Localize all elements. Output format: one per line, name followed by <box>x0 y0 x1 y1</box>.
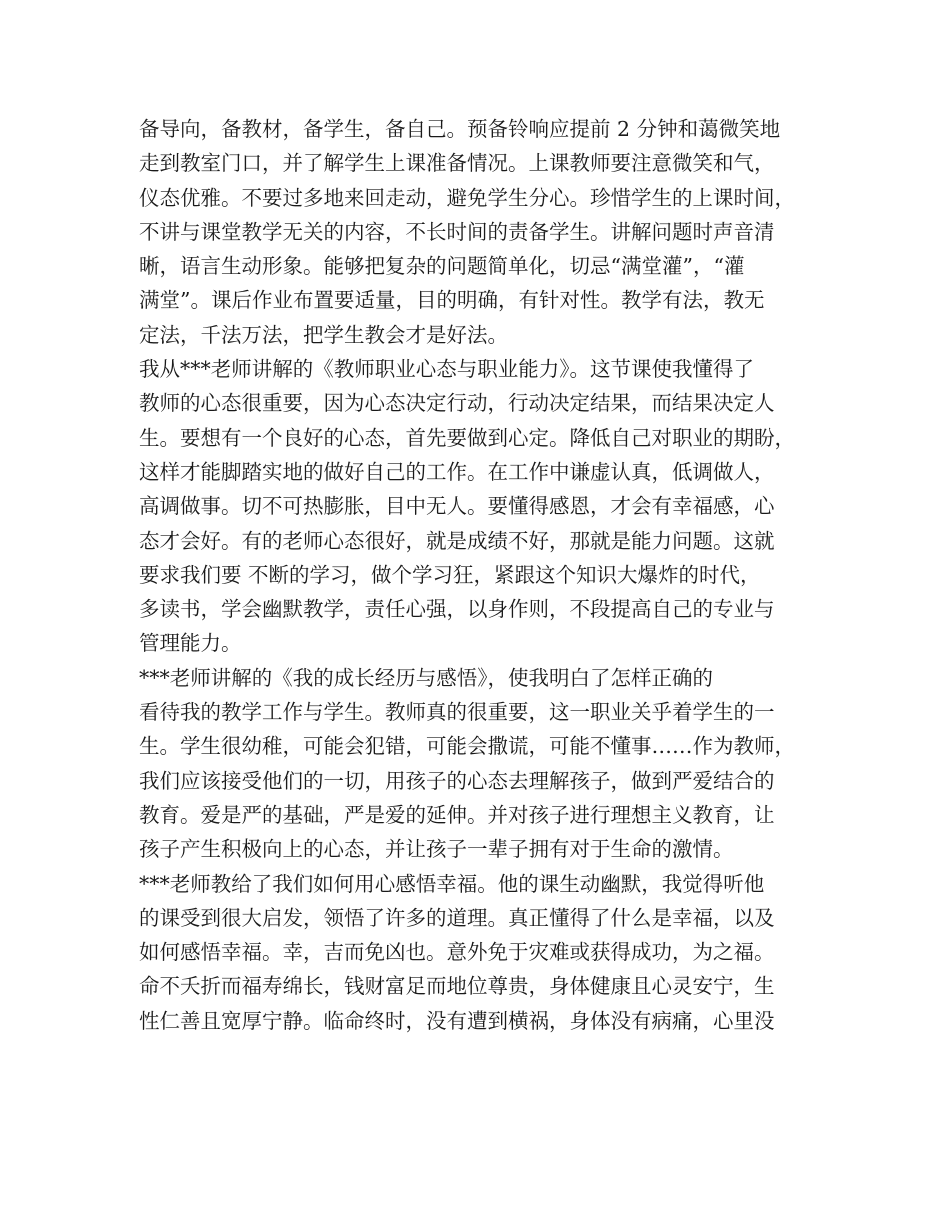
text-line: 的课受到很大启发，领悟了许多的道理。真正懂得了什么是幸福，以及 <box>139 905 775 930</box>
text-line: 晰，语言生动形象。能够把复杂的问题简单化，切忌“满堂灌”，“灌 <box>139 254 745 279</box>
text-line: 定法，千法万法，把学生教会才是好法。 <box>139 322 508 347</box>
text-line: 要求我们要 不断的学习，做个学习狂，紧跟这个知识大爆炸的时代， <box>139 562 761 587</box>
text-line: 高调做事。切不可热膨胀，目中无人。要懂得感恩，才会有幸福感，心 <box>139 494 775 519</box>
text-line: 性仁善且宽厚宁静。临命终时，没有遭到横祸，身体没有病痛，心里没 <box>139 1008 775 1033</box>
text-line: ***老师教给了我们如何用心感悟幸福。他的课生动幽默，我觉得听他 <box>139 871 765 896</box>
text-line: 教育。爱是严的基础，严是爱的延伸。并对孩子进行理想主义教育，让 <box>139 802 775 827</box>
text-line: 态才会好。有的老师心态很好，就是成绩不好，那就是能力问题。这就 <box>139 528 775 553</box>
text-line: 我从***老师讲解的《教师职业心态与职业能力》。这节课使我懂得了 <box>139 357 754 382</box>
text-line: 不讲与课堂教学无关的内容，不长时间的责备学生。讲解问题时声音清 <box>139 219 775 244</box>
text-line: 生。要想有一个良好的心态，首先要做到心定。降低自己对职业的期盼， <box>139 425 795 450</box>
text-line: 如何感悟幸福。幸，吉而免凶也。意外免于灾难或获得成功，为之福。 <box>139 940 775 965</box>
text-line: 备导向，备教材，备学生，备自己。预备铃响应提前 2 分钟和蔼微笑地 <box>139 117 781 141</box>
document-body <box>139 112 839 1038</box>
text-line: 管理能力。 <box>139 631 242 656</box>
text-line: 多读书，学会幽默教学，责任心强，以身作则，不段提高自己的专业与 <box>139 597 775 622</box>
text-line: 教师的心态很重要，因为心态决定行动，行动决定结果，而结果决定人 <box>139 391 775 416</box>
text-line: 看待我的教学工作与学生。教师真的很重要，这一职业关乎着学生的一 <box>139 700 775 725</box>
text-line: 命不夭折而福寿绵长，钱财富足而地位尊贵，身体健康且心灵安宁，生 <box>139 974 775 999</box>
text-line: 孩子产生积极向上的心态，并让孩子一辈子拥有对于生命的激情。 <box>139 837 734 862</box>
text-line: ***老师讲解的《我的成长经历与感悟》，使我明白了怎样正确的 <box>139 665 713 690</box>
text-line: 这样才能脚踏实地的做好自己的工作。在工作中谦虚认真，低调做人， <box>139 459 775 484</box>
text-line: 走到教室门口，并了解学生上课准备情况。上课教师要注意微笑和气， <box>139 151 775 176</box>
text-line: 生。学生很幼稚，可能会犯错，可能会撒谎，可能不懂事……作为教师， <box>139 734 795 759</box>
text-line: 满堂”。课后作业布置要适量，目的明确，有针对性。教学有法，教无 <box>139 288 765 313</box>
text-line: 我们应该接受他们的一切，用孩子的心态去理解孩子，做到严爱结合的 <box>139 768 775 793</box>
text-line: 仪态优雅。不要过多地来回走动，避免学生分心。珍惜学生的上课时间， <box>139 185 795 210</box>
